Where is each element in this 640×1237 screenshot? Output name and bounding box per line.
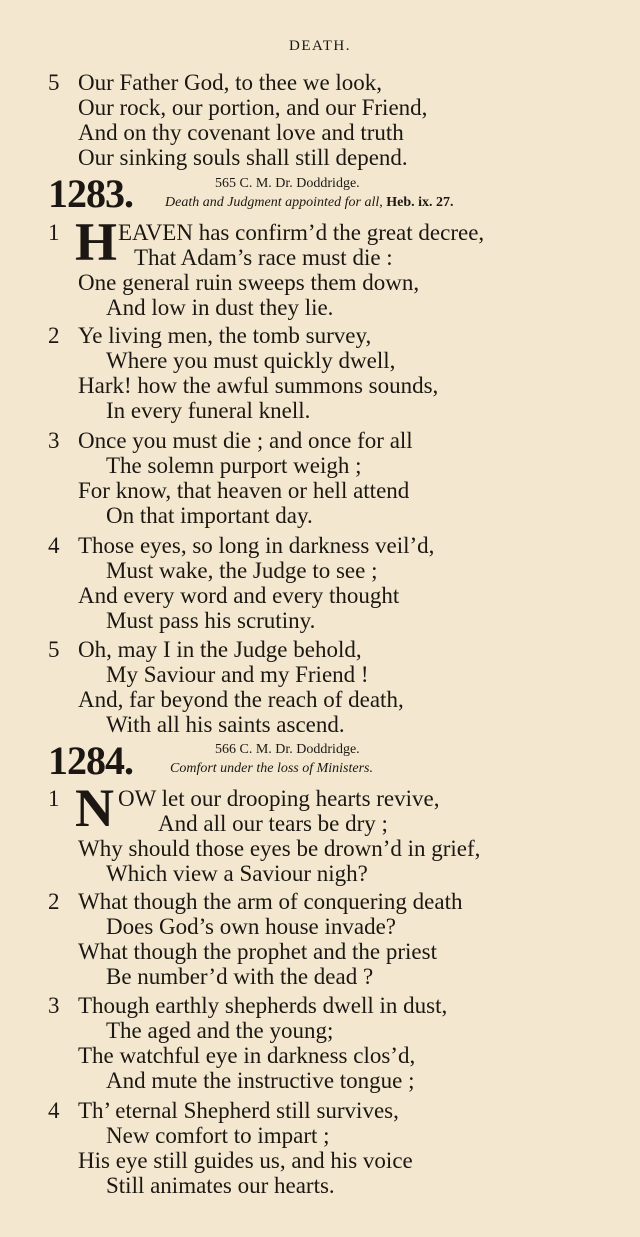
drop-cap: N (75, 778, 114, 838)
verse-line: New comfort to impart ; (106, 1123, 330, 1148)
verse-line: Th’ eternal Shepherd still survives, (78, 1098, 399, 1123)
verse-line: What though the arm of conquering death (78, 889, 463, 914)
verse-line: Our sinking souls shall still depend. (78, 145, 408, 170)
hymn-subtitle (165, 195, 454, 211)
verse-number: 2 (48, 889, 60, 914)
verse-line: And, far beyond the reach of death, (78, 687, 404, 712)
verse-line: Those eyes, so long in darkness veil’d, (78, 533, 435, 558)
verse-line: The aged and the young; (106, 1018, 334, 1043)
hymn-number: 1283. (48, 171, 133, 216)
verse-line: Which view a Saviour nigh? (106, 861, 368, 886)
verse-line: Ye living men, the tomb survey, (78, 323, 372, 348)
verse-line: His eye still guides us, and his voice (78, 1148, 413, 1173)
verse-line: What though the prophet and the priest (78, 939, 437, 964)
verse-line: The solemn purport weigh ; (106, 453, 362, 478)
verse-line: And low in dust they lie. (106, 295, 334, 320)
verse-line: Once you must die ; and once for all (78, 428, 413, 453)
verse-number: 3 (48, 993, 60, 1018)
verse-line: With all his saints ascend. (106, 712, 345, 737)
verse-line: Our rock, our portion, and our Friend, (78, 95, 428, 120)
verse-line: One general ruin sweeps them down, (78, 270, 420, 295)
verse-line: And every word and every thought (78, 583, 400, 608)
verse-line: Oh, may I in the Judge behold, (78, 637, 362, 662)
hymn-number: 1284. (48, 738, 133, 783)
verse-number: 3 (48, 428, 60, 453)
hymn-subtitle (170, 761, 373, 777)
page-header: DEATH. (289, 38, 351, 54)
verse-line: Must pass his scrutiny. (106, 608, 316, 633)
verse-line: The watchful eye in darkness clos’d, (78, 1043, 416, 1068)
verse-number: 4 (48, 533, 60, 558)
verse-line: That Adam’s race must die : (134, 245, 393, 270)
verse-line: Why should those eyes be drown’d in grief, (78, 836, 481, 861)
hymn-subtitle-text: Death and Judgment appointed for all, (165, 195, 383, 210)
verse-line: Where you must quickly dwell, (106, 348, 396, 373)
verse-number: 5 (48, 637, 60, 662)
drop-cap: H (75, 212, 118, 272)
verse-line: And on thy covenant love and truth (78, 120, 404, 145)
verse-line: Still animates our hearts. (106, 1173, 335, 1198)
verse-number: 1 (48, 220, 60, 245)
verse-line: OW let our drooping hearts revive, (118, 786, 440, 811)
verse-line: Our Father God, to thee we look, (78, 70, 383, 95)
scripture-reference: Heb. ix. 27. (386, 195, 454, 210)
verse-number: 4 (48, 1098, 60, 1123)
verse-line: For know, that heaven or hell attend (78, 478, 410, 503)
verse-line: Be number’d with the dead ? (106, 964, 374, 989)
verse-line: Though earthly shepherds dwell in dust, (78, 993, 448, 1018)
verse-line: Hark! how the awful summons sounds, (78, 373, 439, 398)
verse-line: Does God’s own house invade? (106, 914, 397, 939)
verse-line: And mute the instructive tongue ; (106, 1068, 415, 1093)
hymn-meta: 565 C. M. Dr. Doddridge. (215, 176, 360, 191)
verse-number: 2 (48, 323, 60, 348)
verse-line: In every funeral knell. (106, 398, 311, 423)
verse-number: 5 (48, 70, 60, 95)
verse-number: 1 (48, 786, 60, 811)
hymn-subtitle-text: Comfort under the loss of Ministers. (170, 761, 374, 776)
verse-line: On that important day. (106, 503, 313, 528)
hymn-meta: 566 C. M. Dr. Doddridge. (215, 742, 360, 757)
verse-line: Must wake, the Judge to see ; (106, 558, 378, 583)
verse-line: EAVEN has confirm’d the great decree, (118, 220, 485, 245)
verse-line: And all our tears be dry ; (158, 811, 388, 836)
verse-line: My Saviour and my Friend ! (106, 662, 369, 687)
